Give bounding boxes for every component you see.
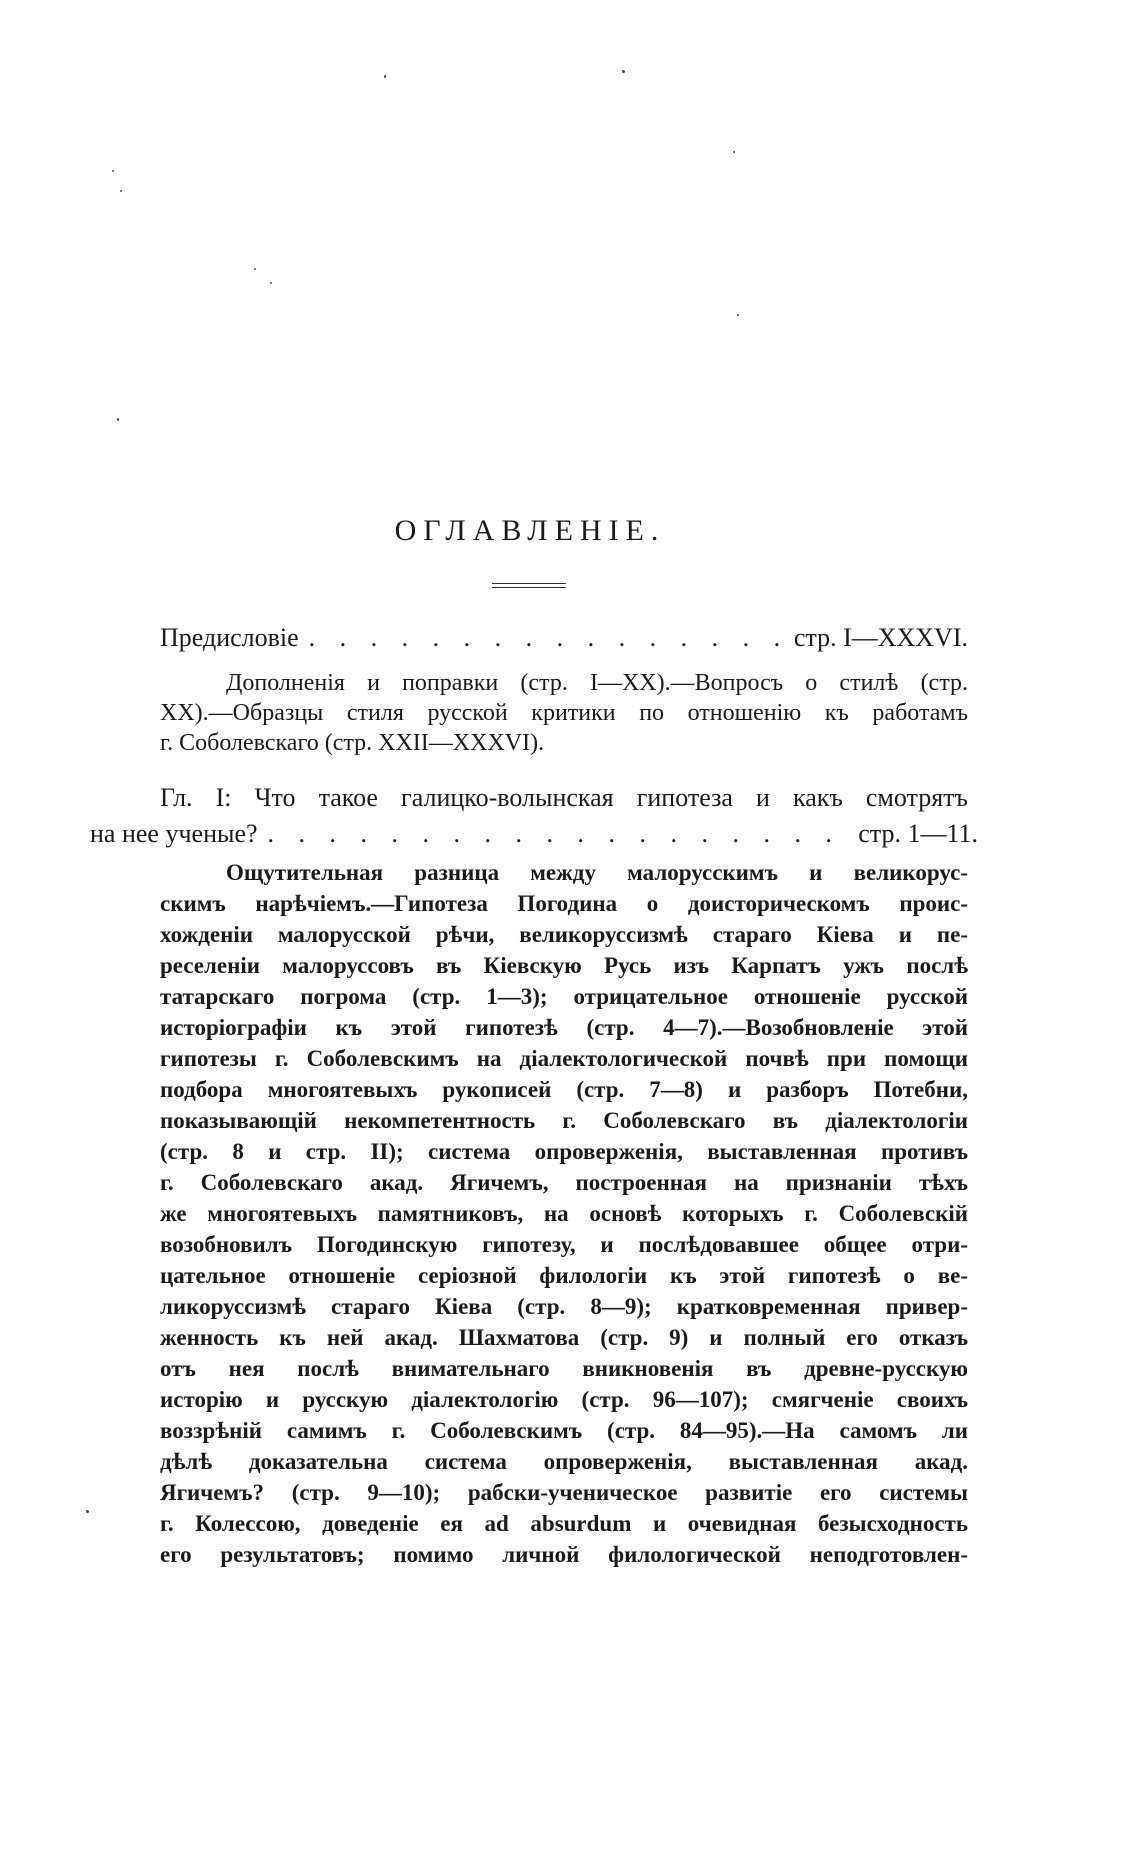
description-line: татарскаго погрома (стр. 1—3); отрицательное отношеніе русской bbox=[160, 984, 968, 1009]
description-line: Ощутительная разница между малорусскимъ и великорус- bbox=[226, 860, 968, 885]
description-line: цательное отношеніе серіозной филологіи къ этой гипотезѣ о ве- bbox=[160, 1263, 968, 1288]
scan-speck bbox=[86, 1510, 89, 1513]
toc-entry-chapter-1: Гл. I: Что такое галицко-волынская гипотеза и какъ смотрятъ bbox=[160, 783, 968, 812]
description-line: отъ нея послѣ внимательнаго вникновенія въ древне-русскую bbox=[160, 1356, 968, 1381]
scan-speck bbox=[733, 151, 735, 153]
scan-speck bbox=[384, 75, 386, 78]
description-line: реселеніи малоруссовъ въ Кіевскую Русь изъ Карпатъ ужъ послѣ bbox=[160, 953, 968, 978]
toc-entry-chapter-1-pages bbox=[90, 818, 978, 850]
description-line: исторіографіи къ этой гипотезѣ (стр. 4—7).—Возобновленіе этой bbox=[160, 1015, 968, 1040]
entry-label: на нее ученые? bbox=[90, 819, 258, 848]
entry-label: Предисловіе bbox=[160, 623, 299, 652]
scan-speck bbox=[622, 70, 625, 73]
description-line: хожденіи малорусской рѣчи, великоруссизмѣ стараго Кіева и пе- bbox=[160, 922, 968, 947]
description-line: г. Соболевскаго (стр. XXII—XXXVI). bbox=[160, 730, 545, 756]
scan-speck bbox=[254, 268, 256, 270]
description-line: скимъ нарѣчіемъ.—Гипотеза Погодина о доисторическомъ проис- bbox=[160, 891, 968, 916]
scan-speck bbox=[737, 314, 739, 316]
scan-speck bbox=[270, 282, 272, 284]
description-line: (стр. 8 и стр. II); система опроверженія, выставленная противъ bbox=[160, 1139, 968, 1164]
description-line: женность къ ней акад. Шахматова (стр. 9) и полный его отказъ bbox=[160, 1325, 968, 1350]
description-line: его результатовъ; помимо личной филологической неподготовлен- bbox=[160, 1542, 968, 1567]
description-line: Дополненія и поправки (стр. I—XX).—Вопросъ о стилѣ (стр. bbox=[226, 670, 968, 696]
description-line: г. Колессою, доведеніе ея ad absurdum и очевидная безысходность bbox=[160, 1511, 968, 1536]
scan-speck bbox=[112, 170, 114, 172]
description-line: г. Соболевскаго акад. Ягичемъ, построенная на признаніи тѣхъ bbox=[160, 1170, 968, 1195]
description-line: подбора многоятевыхъ рукописей (стр. 7—8) и разборъ Потебни, bbox=[160, 1077, 968, 1102]
toc-entry-preface bbox=[160, 622, 968, 654]
description-line: исторію и русскую діалектологію (стр. 96—107); смягченіе своихъ bbox=[160, 1387, 968, 1412]
description-line: показывающій некомпетентность г. Соболевскаго въ діалектологіи bbox=[160, 1108, 968, 1133]
title-rule bbox=[492, 583, 566, 588]
description-line: гипотезы г. Соболевскимъ на діалектологической почвѣ при помощи bbox=[160, 1046, 968, 1071]
description-line: XX).—Образцы стиля русской критики по отношенію къ работамъ bbox=[160, 700, 968, 726]
description-line: дѣлѣ доказательна система опроверженія, выставленная акад. bbox=[160, 1449, 968, 1474]
entry-pages: стр. I—XXXVI. bbox=[793, 623, 968, 652]
dot-leader bbox=[299, 622, 794, 654]
scan-speck bbox=[120, 190, 122, 192]
description-line: воззрѣній самимъ г. Соболевскимъ (стр. 84—95).—На самомъ ли bbox=[160, 1418, 968, 1443]
dot-leader bbox=[258, 818, 859, 850]
description-line: же многоятевыхъ памятниковъ, на основѣ которыхъ г. Соболевскій bbox=[160, 1201, 968, 1226]
page-title: ОГЛАВЛЕНІЕ. bbox=[394, 514, 666, 547]
description-line: Ягичемъ? (стр. 9—10); рабски-ученическое развитіе его системы bbox=[160, 1480, 968, 1505]
scan-speck bbox=[117, 418, 119, 421]
entry-pages: стр. 1—11. bbox=[858, 819, 978, 848]
description-line: возобновилъ Погодинскую гипотезу, и послѣдовавшее общее отри- bbox=[160, 1232, 968, 1257]
description-line: ликоруссизмѣ стараго Кіева (стр. 8—9); кратковременная привер- bbox=[160, 1294, 968, 1319]
